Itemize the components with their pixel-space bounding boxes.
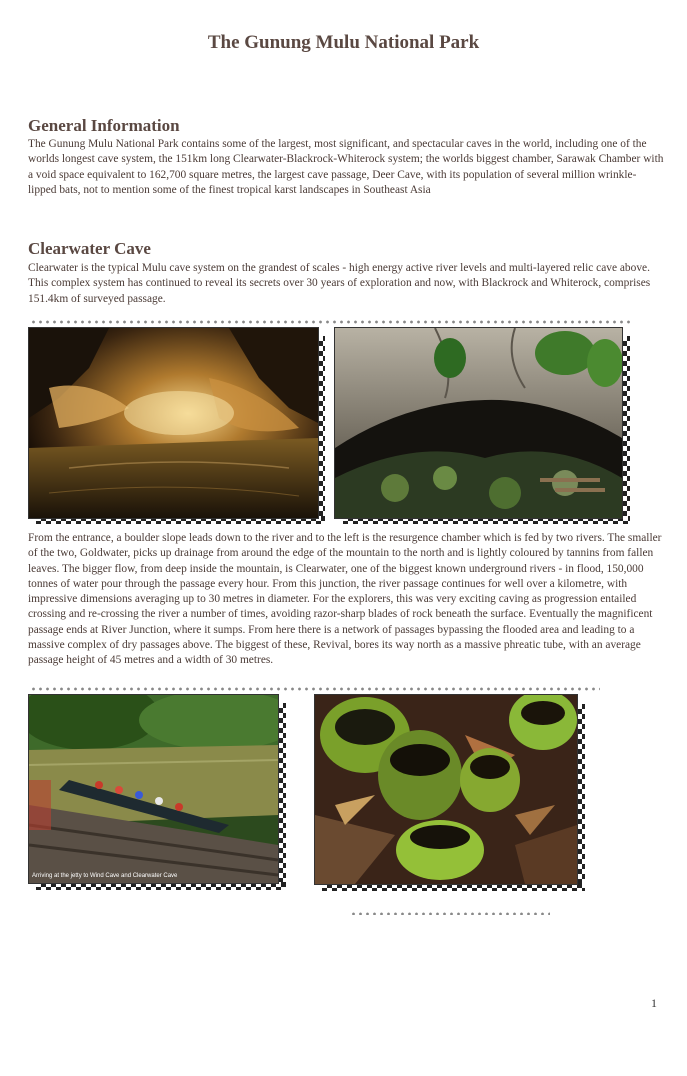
pitcher-plants-photo xyxy=(314,694,578,885)
photo-border-dots xyxy=(350,911,550,915)
photo-shadow xyxy=(318,336,325,522)
general-information-paragraph: The Gunung Mulu National Park contains some of the largest, most significant, and spectacular caves in the world, including one of the worlds longest cave system, the 151km long Clearwater-Blackrock-Whiterock system; the worlds biggest chamber, Sarawak Chamber with a void space equivalent to 162,700 square metres, the largest cave passage, Deer Cave, with its population of several million wrinkle-lipped bats, not to mention some of the finest tropical karst landscapes in Southeast Asia xyxy=(28,138,664,196)
photo-border-dots xyxy=(30,686,600,692)
photo-shadow xyxy=(577,704,585,890)
photo-caption: Arriving at the jetty to Wind Cave and Clearwater Cave xyxy=(32,873,178,879)
section-heading-general-information: General Information xyxy=(28,116,180,135)
clearwater-details-paragraph: From the entrance, a boulder slope leads down to the river and to the left is the resurgence chamber which is fed by two rivers. The smaller of the two, Goldwater, picks up drainage from around the edge of the mountain to the north and is lightly coloured by tannins from fallen leaves. The bigger flow, from deep inside the mountain, is Clearwater, one of the biggest known underground rivers - in flood, 150,000 tonnes of water pour through the passage every hour. From this junction, the river passage continues for well over a kilometre, with impressive dimensions averaging up to 30 metres in diameter. For the explorers, this was very exciting caving as progression entailed crossing and re-crossing the river a number of times, avoiding razor-sharp blades of rock beneath the surface. Eventually the magnificent passage ends at River Junction, where it sumps. From here there is a network of passages bypassing the flooded area and leading to a massive complex of dry passages above. The biggest of these, Revival, bores its way north as a massive phreatic tube, with an average passage height of 45 metres and a width of 30 metres. xyxy=(28,532,662,667)
photo-border-dots xyxy=(30,319,630,325)
cave-river-photo xyxy=(28,327,319,519)
clearwater-cave-paragraph: Clearwater is the typical Mulu cave system on the grandest of scales - high energy active river levels and multi-layered relic cave above. This complex system has continued to reveal its secrets over 30 years of exploration and now, with Blackrock and Whiterock, comprises 151.4km of surveyed passage. xyxy=(28,262,651,305)
photo-shadow xyxy=(278,703,286,889)
page-title: The Gunung Mulu National Park xyxy=(207,32,480,53)
page-number: 1 xyxy=(651,996,657,1010)
photo-shadow xyxy=(622,336,630,522)
boat-jetty-photo xyxy=(28,694,279,884)
cave-entrance-photo xyxy=(334,327,623,519)
section-heading-clearwater-cave: Clearwater Cave xyxy=(28,239,151,258)
